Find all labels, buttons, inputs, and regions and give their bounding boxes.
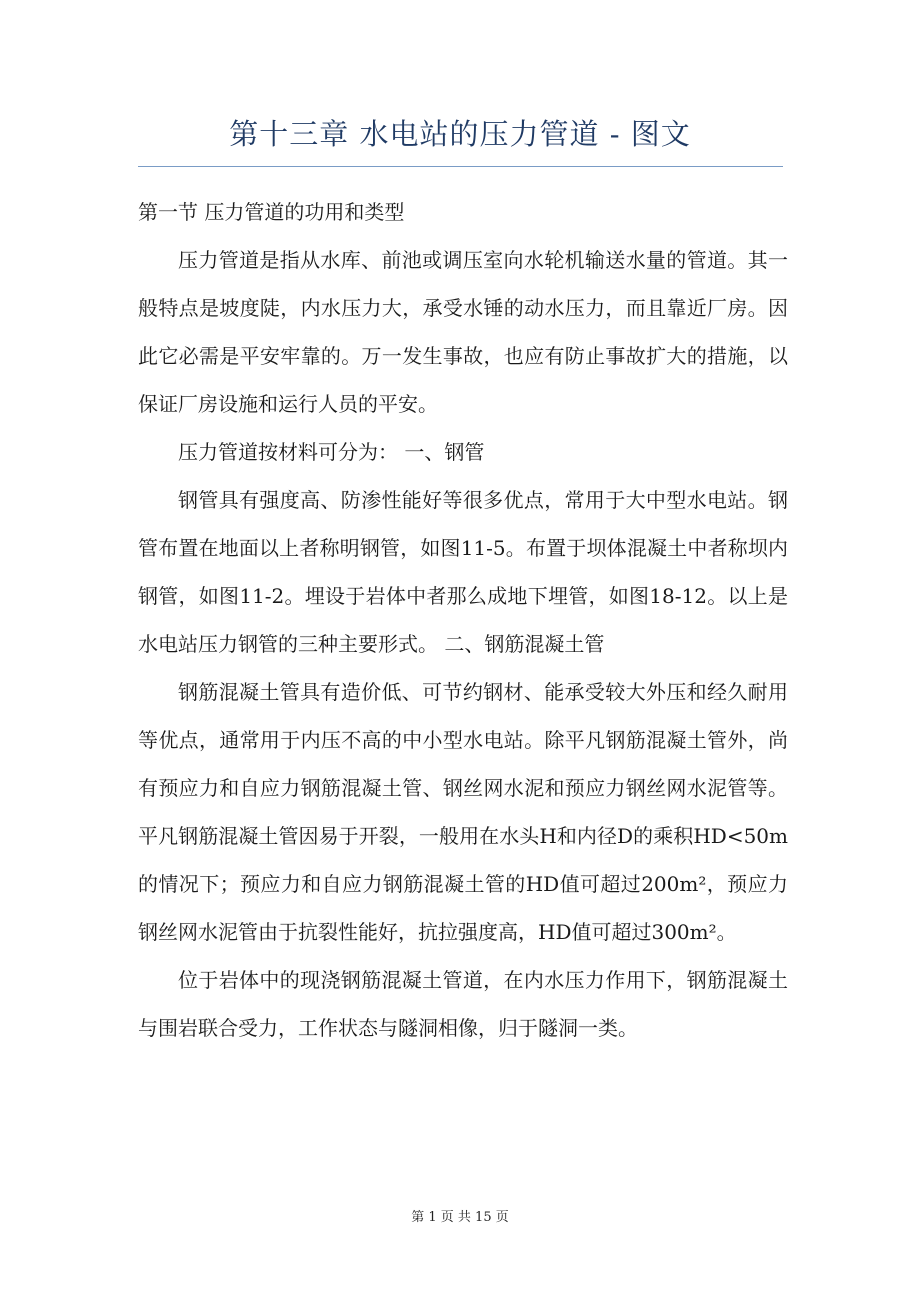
document-body [138, 188, 788, 1052]
page-title: 第十三章 水电站的压力管道 - 图文 [229, 117, 691, 151]
paragraph-material-types: 压力管道按材料可分为： 一、钢管 [178, 440, 485, 464]
paragraph-cast-in-place: 位于岩体中的现浇钢筋混凝土管道，在内水压力作用下，钢筋混凝土与围岩联合受力，工作状态与隧洞相像，归于隧洞一类。 [138, 968, 788, 1040]
paragraph-concrete-pipe: 钢筋混凝土管具有造价低、可节约钢材、能承受较大外压和经久耐用等优点，通常用于内压不高的中小型水电站。除平凡钢筋混凝土管外，尚有预应力和自应力钢筋混凝土管、钢丝网水泥和预应力钢丝网水泥管等。平凡钢筋混凝土管因易于开裂，一般用在水头H和内径D的乘积HD<50m的情况下；预应力和自应力钢筋混凝土管的HD值可超过200m²，预应力钢丝网水泥管由于抗裂性能好，抗拉强度高，HD值可超过300m²。 [138, 680, 788, 944]
paragraph-intro: 压力管道是指从水库、前池或调压室向水轮机输送水量的管道。其一般特点是坡度陡，内水压力大，承受水锤的动水压力，而且靠近厂房。因此它必需是平安牢靠的。万一发生事故，也应有防止事故扩大的措施，以保证厂房设施和运行人员的平安。 [138, 248, 788, 416]
section-heading: 第一节 压力管道的功用和类型 [138, 200, 405, 224]
page-number-footer: 第 1 页 共 15 页 [411, 1210, 509, 1225]
title-divider [138, 166, 783, 167]
paragraph-steel-pipe: 钢管具有强度高、防渗性能好等很多优点，常用于大中型水电站。钢管布置在地面以上者称明钢管，如图11-5。布置于坝体混凝土中者称坝内钢管，如图11-2。埋设于岩体中者那么成地下埋管，如图18-12。以上是水电站压力钢管的三种主要形式。 二、钢筋混凝土管 [138, 488, 788, 656]
